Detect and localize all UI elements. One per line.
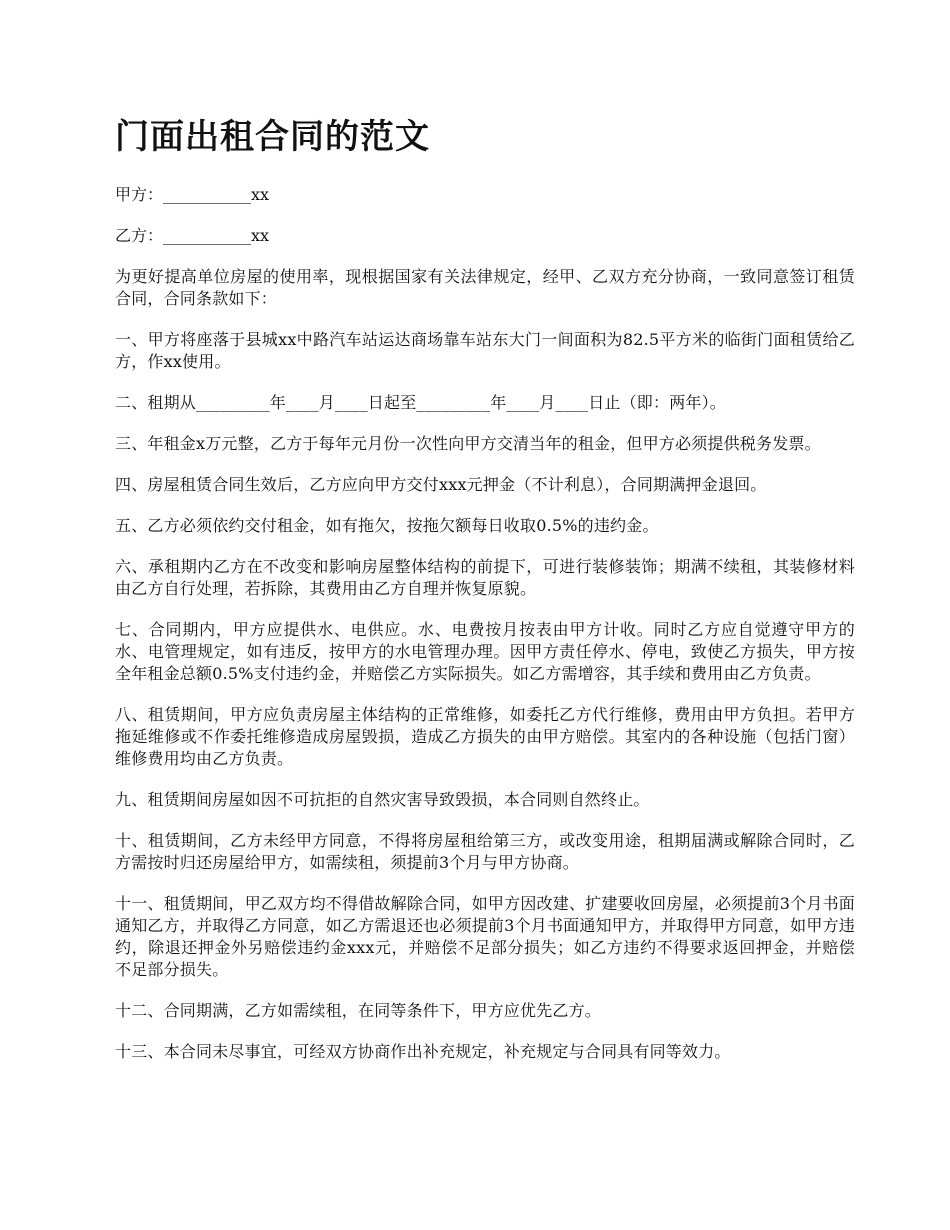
clause-13: 十三、本合同未尽事宜，可经双方协商作出补充规定，补充规定与合同具有同等效力。 [115, 1042, 731, 1061]
clause-7: 七、合同期内，甲方应提供水、电供应。水、电费按月按表由甲方计收。同时乙方应自觉遵守甲方的水、电管理规定，如有违反，按甲方的水电管理办理。因甲方责任停水、停电，致使乙方损失，甲方按全年租金总额0.5%支付违约金，并赔偿乙方实际损失。如乙方需增容，其手续和费用由乙方负责。 [115, 620, 855, 683]
clause-5: 五、乙方必须依约交付租金，如有拖欠，按拖欠额每日收取0.5%的违约金。 [115, 516, 659, 535]
clause-2: 二、租期从_________年____月____日起至_________年____月____日止（即：两年）。 [115, 393, 727, 412]
intro-paragraph: 为更好提高单位房屋的使用率，现根据国家有关法律规定，经甲、乙双方充分协商，一致同意签订租赁合同，合同条款如下： [115, 267, 855, 308]
clause-11: 十一、租赁期间，甲乙双方均不得借故解除合同，如甲方因改建、扩建要收回房屋，必须提前3个月书面通知乙方，并取得乙方同意，如乙方需退还也必须提前3个月书面通知甲方，并取得甲方同意，如甲方违约，除退还押金外另赔偿违约金xxx元，并赔偿不足部分损失；如乙方违约不得要求返回押金，并赔偿不足部分损失。 [115, 894, 855, 979]
clause-1: 一、甲方将座落于县城xx中路汽车站运达商场靠车站东大门一间面积为82.5平方米的临街门面租赁给乙方，作xx使用。 [115, 330, 855, 371]
clause-4: 四、房屋租赁合同生效后，乙方应向甲方交付xxx元押金（不计利息），合同期满押金退回。 [115, 475, 767, 494]
clause-10: 十、租赁期间，乙方未经甲方同意，不得将房屋租给第三方，或改变用途，租期届满或解除合同时，乙方需按时归还房屋给甲方，如需续租，须提前3个月与甲方协商。 [115, 831, 855, 872]
clause-3: 三、年租金x万元整，乙方于每年元月份一次性向甲方交清当年的租金，但甲方必须提供税务发票。 [115, 434, 821, 453]
document-title: 门面出租合同的范文 [115, 117, 430, 157]
clause-6: 六、承租期内乙方在不改变和影响房屋整体结构的前提下，可进行装修装饰；期满不续租，其装修材料由乙方自行处理，若拆除，其费用由乙方自理并恢复原貌。 [115, 557, 855, 598]
party-a-line: 甲方：___________xx [115, 185, 270, 204]
clause-9: 九、租赁期间房屋如因不可抗拒的自然灾害导致毁损，本合同则自然终止。 [115, 790, 650, 809]
clause-12: 十二、合同期满，乙方如需续租，在同等条件下，甲方应优先乙方。 [115, 1001, 602, 1020]
document-page [115, 112, 855, 1082]
party-b-line: 乙方：___________xx [115, 226, 270, 245]
clause-8: 八、租赁期间，甲方应负责房屋主体结构的正常维修，如委托乙方代行维修，费用由甲方负担。若甲方拖延维修或不作委托维修造成房屋毁损，造成乙方损失的由甲方赔偿。其室内的各种设施（包括门窗）维修费用均由乙方负责。 [115, 705, 855, 768]
